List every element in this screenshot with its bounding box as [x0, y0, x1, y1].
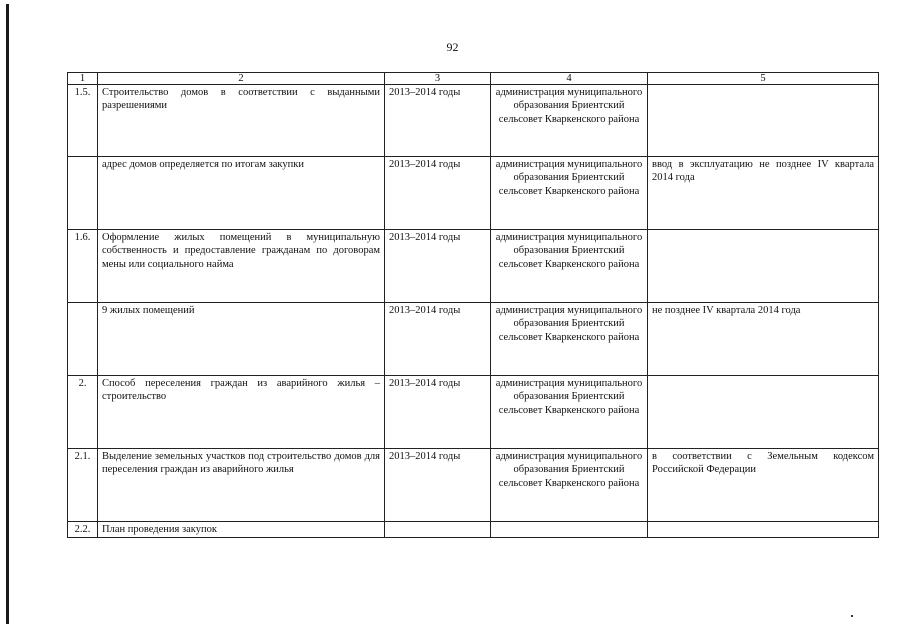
item-responsible: администрация муниципального образования Бриентский сельсовет Кваркенского района: [491, 303, 648, 376]
scan-speck: [851, 615, 853, 617]
item-result: не позднее IV квартала 2014 года: [648, 303, 879, 376]
table-row: [68, 85, 879, 157]
item-result: [648, 376, 879, 449]
item-number: 2.: [68, 376, 98, 449]
item-number: 2.2.: [68, 522, 98, 538]
item-result: в соответствии с Земельным кодексом Российской Федерации: [648, 449, 879, 522]
item-number: 2.1.: [68, 449, 98, 522]
item-description: Строительство домов в соответствии с выданными разрешениями: [98, 85, 385, 157]
page-number: 92: [446, 40, 459, 54]
item-period: [385, 522, 491, 538]
item-number: 1.6.: [68, 230, 98, 303]
item-number: 1.5.: [68, 85, 98, 157]
table-row: [68, 230, 879, 303]
table-row: [68, 303, 879, 376]
item-number: [68, 303, 98, 376]
scan-edge-line: [6, 4, 9, 624]
item-period: 2013–2014 годы: [385, 449, 491, 522]
table-row: [68, 157, 879, 230]
column-header: 2: [98, 73, 385, 85]
item-period: 2013–2014 годы: [385, 376, 491, 449]
item-responsible: администрация муниципального образования Бриентский сельсовет Кваркенского района: [491, 449, 648, 522]
column-header: 5: [648, 73, 879, 85]
item-result: [648, 522, 879, 538]
table-row: [68, 449, 879, 522]
item-result: ввод в эксплуатацию не позднее IV квартала 2014 года: [648, 157, 879, 230]
table-row: [68, 522, 879, 538]
item-period: 2013–2014 годы: [385, 303, 491, 376]
item-description: 9 жилых помещений: [98, 303, 385, 376]
item-result: [648, 230, 879, 303]
item-period: 2013–2014 годы: [385, 85, 491, 157]
program-table: [67, 72, 879, 538]
column-header: 4: [491, 73, 648, 85]
header-row: [68, 73, 879, 85]
item-description: План проведения закупок: [98, 522, 385, 538]
column-header: 3: [385, 73, 491, 85]
column-header: 1: [68, 73, 98, 85]
item-responsible: администрация муниципального образования Бриентский сельсовет Кваркенского района: [491, 157, 648, 230]
item-period: 2013–2014 годы: [385, 230, 491, 303]
item-description: Способ переселения граждан из аварийного жилья – строительство: [98, 376, 385, 449]
item-responsible: администрация муниципального образования Бриентский сельсовет Кваркенского района: [491, 230, 648, 303]
item-responsible: [491, 522, 648, 538]
item-description: адрес домов определяется по итогам закупки: [98, 157, 385, 230]
item-period: 2013–2014 годы: [385, 157, 491, 230]
item-result: [648, 85, 879, 157]
item-description: Оформление жилых помещений в муниципальную собственность и предоставление гражданам по договорам мены или социального найма: [98, 230, 385, 303]
item-responsible: администрация муниципального образования Бриентский сельсовет Кваркенского района: [491, 85, 648, 157]
item-description: Выделение земельных участков под строительство домов для переселения граждан из аварийного жилья: [98, 449, 385, 522]
item-number: [68, 157, 98, 230]
table-row: [68, 376, 879, 449]
item-responsible: администрация муниципального образования Бриентский сельсовет Кваркенского района: [491, 376, 648, 449]
